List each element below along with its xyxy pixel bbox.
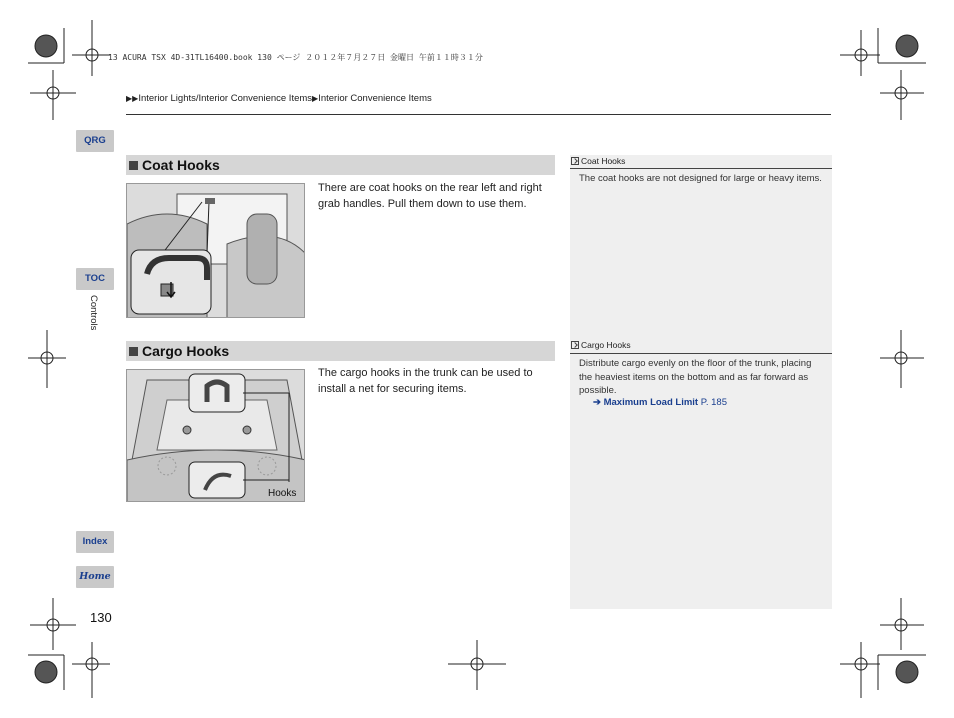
nav-tab-qrg[interactable]: QRG [76,130,114,152]
cargo-hooks-body: The cargo hooks in the trunk can be used to install a net for securing items. [318,367,533,395]
breadcrumb-current: Interior Convenience Items [318,93,432,104]
nav-tab-index[interactable]: Index [76,531,114,553]
page-number: 130 [90,610,112,625]
heading-square-icon [129,347,138,356]
print-header: 13 ACURA TSX 4D-31TL16400.book 130 ページ ２０１２年７月２７日 金曜日 午前１１時３１分 [108,53,483,62]
side-divider [570,168,832,169]
link-page: P. 185 [700,397,727,408]
section-heading-cargo-hooks [126,341,555,361]
heading-square-icon [129,161,138,170]
note-icon [571,341,579,349]
side-divider [570,353,832,354]
header-rule [126,114,831,115]
side-heading-cargo-hooks [571,340,631,350]
nav-tab-toc[interactable]: TOC [76,268,114,290]
breadcrumb-link-interior-lights[interactable]: Interior Lights/Interior Convenience Items [138,93,313,104]
side-note-cargo-hooks: Distribute cargo evenly on the floor of the trunk, placing the heaviest items on the bottom and as far forward as possible. [579,358,812,396]
link-text: Maximum Load Limit [603,397,699,408]
side-heading-coat-hooks [571,156,625,166]
section-heading-coat-hooks [126,155,555,175]
hooks-callout-label: Hooks [268,488,297,499]
nav-tab-home[interactable]: Home [76,566,114,588]
side-note-coat-hooks: The coat hooks are not designed for large or heavy items. [579,173,822,184]
cargo-hook-illustration [126,369,305,502]
maximum-load-limit-link[interactable] [593,397,727,408]
coat-hooks-title: Coat Hooks [142,157,220,173]
link-arrow-icon: ➔ [593,397,601,408]
breadcrumb-separator: ▶ [312,94,319,103]
breadcrumb-marker: ▶▶ [126,94,139,103]
coat-hooks-body: There are coat hooks on the rear left and right grab handles. Pull them down to use them. [318,182,542,210]
section-label: Controls [88,295,99,331]
cargo-hooks-title: Cargo Hooks [142,343,230,359]
side-heading-cargo-hooks-text: Cargo Hooks [581,340,631,350]
note-icon [571,157,579,165]
side-heading-coat-hooks-text: Coat Hooks [581,156,626,166]
breadcrumb [126,93,432,104]
coat-hook-illustration [126,183,305,318]
